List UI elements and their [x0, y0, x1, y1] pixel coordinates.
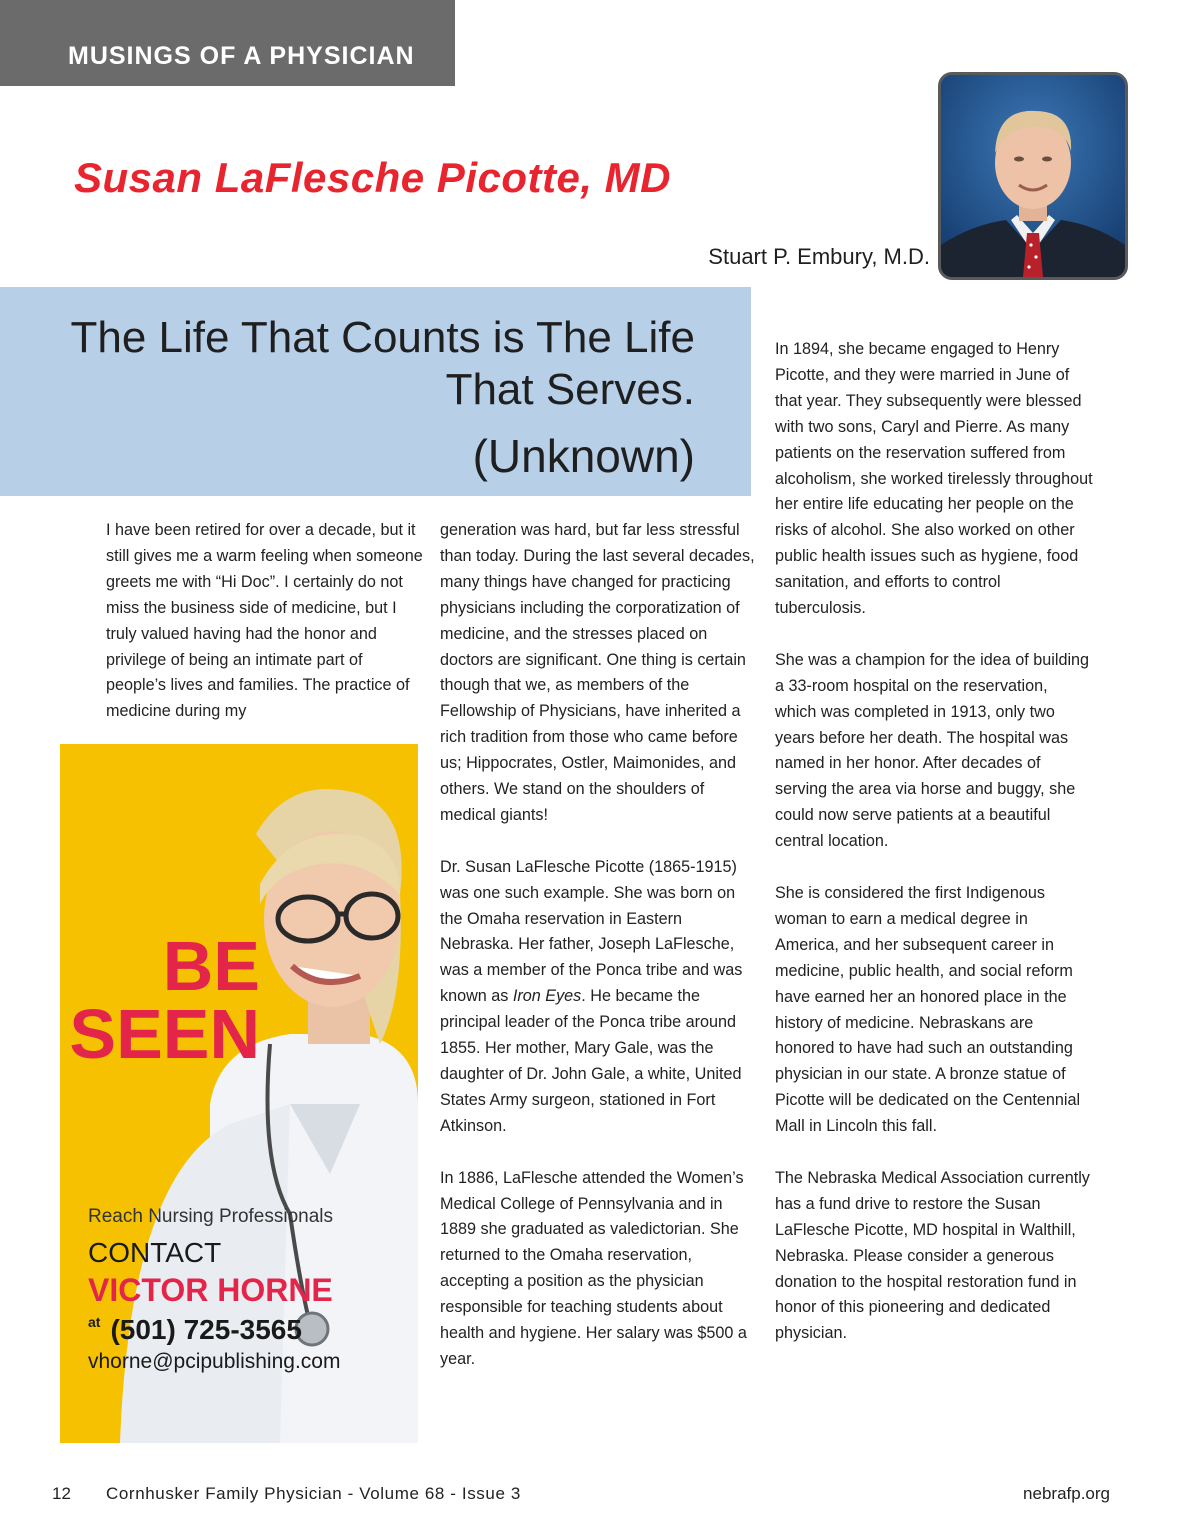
author-portrait [938, 72, 1128, 280]
paragraph: In 1894, she became engaged to Henry Picotte, and they were married in June of that year. They subsequently were blessed with two sons, Caryl and Pierre. As many patients on the reservation suffered from alcoholism, she worked tirelessly throughout her entire life educating her people on the risks of alcohol. She also worked on other public health issues such as hygiene, food sanitation, and efforts to control tuberculosis. [775, 340, 1093, 618]
emphasis: Iron Eyes [512, 987, 582, 1006]
article-title: Susan LaFlesche Picotte, MD [74, 154, 671, 201]
paragraph: I have been retired for over a decade, but it still gives me a warm feeling when someone greets me with “Hi Doc”. I certainly do not miss the business side of medicine, but I truly valued having had the honor and privilege of being an intimate part of people’s lives and families. The practice of medicine during my [106, 521, 423, 721]
page-number: 12 [52, 1484, 71, 1503]
quote-line-2: That Serves. [445, 365, 695, 414]
section-tab [0, 0, 455, 86]
ad-email-link[interactable]: vhorne@pcipublishing.com [88, 1350, 341, 1373]
ad-tagline: Reach Nursing Professionals [88, 1206, 334, 1227]
paragraph: Dr. Susan LaFlesche Picotte (1865-1915) was one such example. She was born on the Omaha reservation in Eastern Nebraska. Her father, Joseph LaFlesche, was a member of the Ponca tribe and was known as Iron Eyes. He became the principal leader of the Ponca tribe around 1855. Her mother, Mary Gale, was the daughter of Dr. John Gale, a white, United States Army surgeon, stationed in Fort Atkinson. [440, 857, 743, 1135]
author-photo [941, 75, 1125, 277]
ad-contact-name: VICTOR HORNE [88, 1272, 333, 1308]
article-column-2 [440, 518, 758, 1399]
article-column-3 [775, 337, 1093, 1373]
paragraph: The Nebraska Medical Association currently has a fund drive to restore the Susan LaFlesche Picotte, MD hospital in Walthill, Nebraska. Please consider a generous donation to the hospital restoration fund in honor of this pioneering and dedicated physician. [775, 1168, 1090, 1343]
advertisement[interactable] [60, 744, 418, 1443]
ad-headline [60, 927, 260, 1073]
paragraph: She was a champion for the idea of building a 33-room hospital on the reservation, which was completed in 1913, only two years before her death. The hospital was named in her honor. After decades of serving the area via horse and buggy, she could now serve patients at a beautiful central location. [775, 650, 1090, 851]
ad-headline-line-1: BE [162, 927, 260, 1005]
ad-at-label: at [88, 1314, 101, 1330]
ad-headline-line-2: SEEN [69, 995, 260, 1073]
article-column-1 [106, 518, 426, 751]
ad-phone-number[interactable]: (501) 725-3565 [110, 1314, 302, 1345]
quote-line-1: The Life That Counts is The Life [70, 313, 695, 362]
pull-quote [0, 287, 751, 496]
paragraph: generation was hard, but far less stressful than today. During the last several decades, many things have changed for practicing physicians including the corporatization of medicine, and the stresses placed on doctors are significant. One thing is certain though that we, as members of the Fellowship of Physicians, have inherited a rich tradition from those who came before us; Hippocrates, Ostler, Maimonides, and others. We stand on the shoulders of medical giants! [440, 521, 755, 824]
ad-contact-label: CONTACT [88, 1237, 222, 1268]
paragraph: She is considered the first Indigenous woman to earn a medical degree in America, and her subsequent career in medicine, public health, and social reform have earned her an honored place in the history of medicine. Nebraskans are honored to have had such an outstanding physician in our state. A bronze statue of Picotte will be dedicated on the Centennial Mall in Lincoln this fall. [775, 884, 1081, 1136]
section-label: MUSINGS OF A PHYSICIAN [68, 42, 415, 70]
paragraph: In 1886, LaFlesche attended the Women’s Medical College of Pennsylvania and in 1889 she graduated as valedictorian. She returned to the Omaha reservation, accepting a position as the physician responsible for teaching students about health and hygiene. Her salary was $500 a year. [440, 1168, 747, 1368]
author-byline: Stuart P. Embury, M.D. [708, 244, 930, 269]
website-link[interactable]: nebrafp.org [1023, 1484, 1110, 1503]
ad-phone[interactable] [88, 1314, 302, 1346]
publication-info: Cornhusker Family Physician - Volume 68 - Issue 3 [106, 1484, 521, 1503]
quote-attribution: (Unknown) [472, 430, 695, 482]
